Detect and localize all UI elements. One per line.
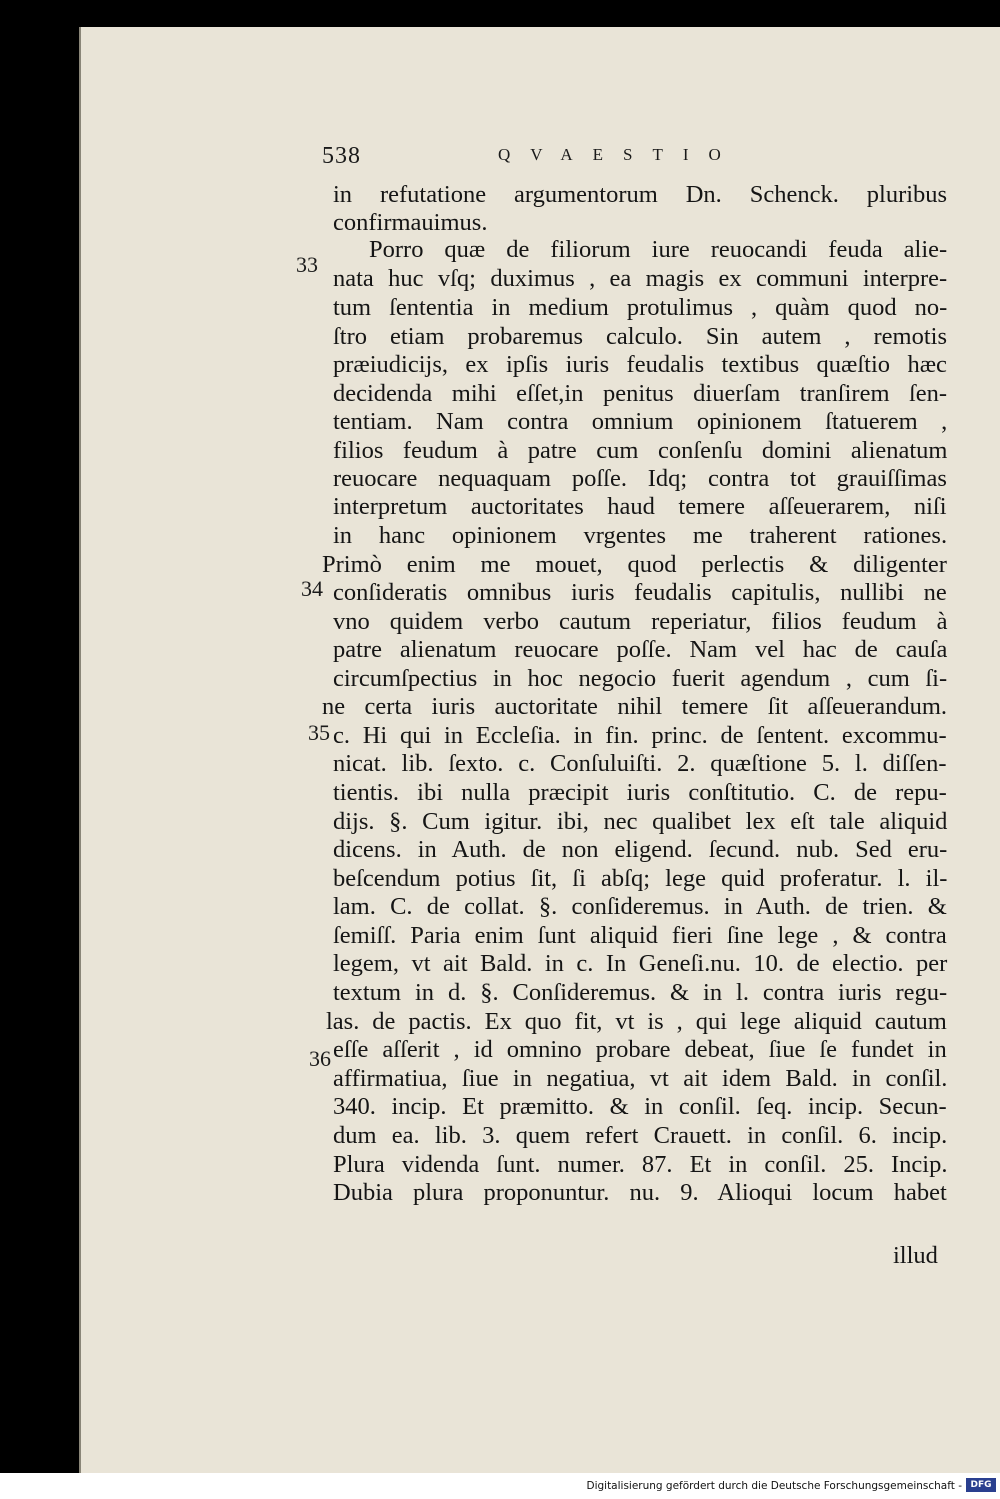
text-line: dijs. §. Cum igitur. ibi, nec qualibet lex eſt tale aliquid bbox=[333, 808, 948, 835]
text-line: legem, vt ait Bald. in c. In Geneſi.nu. 10. de electio. per bbox=[333, 950, 948, 977]
text-line: nicat. lib. ſexto. c. Conſuluiſti. 2. quæſtione 5. l. diſſen- bbox=[333, 750, 947, 777]
text-line: dicens. in Auth. de non eligend. ſecund. nub. Sed eru- bbox=[333, 836, 948, 863]
margin-number: 34 bbox=[301, 576, 323, 601]
text-line: circumſpectius in hoc negocio fuerit agendum , cum ſi- bbox=[333, 665, 948, 692]
text-line: tientis. ibi nulla præcipit iuris conſtitutio. C. de repu- bbox=[333, 779, 947, 806]
running-head: QVAESTIO bbox=[498, 145, 741, 164]
text-line: vno quidem verbo cautum reperiatur, filios feudum à bbox=[333, 608, 948, 635]
text-line: eſſe aſſerit , id omnino probare debeat, ſiue ſe fundet in bbox=[333, 1036, 947, 1063]
text-line: Porro quæ de filiorum iure reuocandi feuda alie- bbox=[369, 236, 948, 263]
dfg-logo-icon: DFG bbox=[966, 1478, 996, 1492]
footer-bar bbox=[0, 1473, 1000, 1499]
text-line: Dubia plura proponuntur. nu. 9. Alioqui locum habet bbox=[333, 1179, 947, 1206]
margin-number: 35 bbox=[308, 720, 330, 745]
footer-credit: Digitalisierung gefördert durch die Deutsche Forschungsgemeinschaft - bbox=[586, 1480, 962, 1492]
text-line: ſtro etiam probaremus calculo. Sin autem , remotis bbox=[333, 323, 948, 350]
margin-number: 33 bbox=[296, 252, 318, 277]
text-line: dum ea. lib. 3. quem refert Crauett. in conſil. 6. incip. bbox=[333, 1122, 948, 1149]
text-line: ſemiſſ. Paria enim ſunt aliquid fieri ſine lege , & contra bbox=[333, 922, 947, 949]
text-line: Primò enim me mouet, quod perlectis & diligenter bbox=[322, 551, 947, 578]
text-line: ne certa iuris auctoritate nihil temere ſit aſſeuerandum. bbox=[322, 693, 947, 720]
text-line: nata huc vſq; duximus , ea magis ex communi interpre- bbox=[333, 265, 948, 292]
text-line: interpretum auctoritates haud temere aſſeuerarem, niſi bbox=[333, 493, 947, 520]
text-line: reuocare nequaquam poſſe. Idq; contra tot grauiſſimas bbox=[333, 465, 947, 492]
page-number: 538 bbox=[322, 143, 361, 169]
text-line: beſcendum potius ſit, ſi abſq; lege quid proferatur. l. il- bbox=[333, 865, 948, 892]
text-line: tentiam. Nam contra omnium opinionem ſtatuerem , bbox=[333, 408, 948, 435]
text-line: confirmauimus. bbox=[333, 209, 488, 236]
text-line: in hanc opinionem vrgentes me traherent rationes. bbox=[333, 522, 948, 549]
text-line: in refutatione argumentorum Dn. Schenck. pluribus bbox=[333, 181, 948, 208]
margin-number: 36 bbox=[309, 1046, 331, 1071]
text-line: patre alienatum reuocare poſſe. Nam vel hac de cauſa bbox=[333, 636, 948, 663]
text-line: præiudicijs, ex ipſis iuris feudalis textibus quæſtio hæc bbox=[333, 351, 947, 378]
text-line: tum ſententia in medium protulimus , quàm quod no- bbox=[333, 294, 948, 321]
text-line: c. Hi qui in Eccleſia. in fin. princ. de ſentent. excommu- bbox=[333, 722, 947, 749]
catchword: illud bbox=[893, 1242, 938, 1269]
text-line: 340. incip. Et præmitto. & in conſil. ſeq. incip. Secun- bbox=[333, 1093, 947, 1120]
text-line: decidenda mihi eſſet,in penitus diuerſam tranſirem ſen- bbox=[333, 380, 948, 407]
text-line: las. de pactis. Ex quo fit, vt is , qui lege aliquid cautum bbox=[326, 1008, 947, 1035]
text-line: affirmatiua, ſiue in negatiua, vt ait idem Bald. in conſil. bbox=[333, 1065, 948, 1092]
text-line: textum in d. §. Conſideremus. & in l. contra iuris regu- bbox=[333, 979, 948, 1006]
text-line: filios feudum à patre cum conſenſu domini alienatum bbox=[333, 437, 948, 464]
text-line: Plura videnda ſunt. numer. 87. Et in conſil. 25. Incip. bbox=[333, 1151, 948, 1178]
text-line: conſideratis omnibus iuris feudalis capitulis, nullibi ne bbox=[333, 579, 947, 606]
text-line: lam. C. de collat. §. conſideremus. in Auth. de trien. & bbox=[333, 893, 947, 920]
